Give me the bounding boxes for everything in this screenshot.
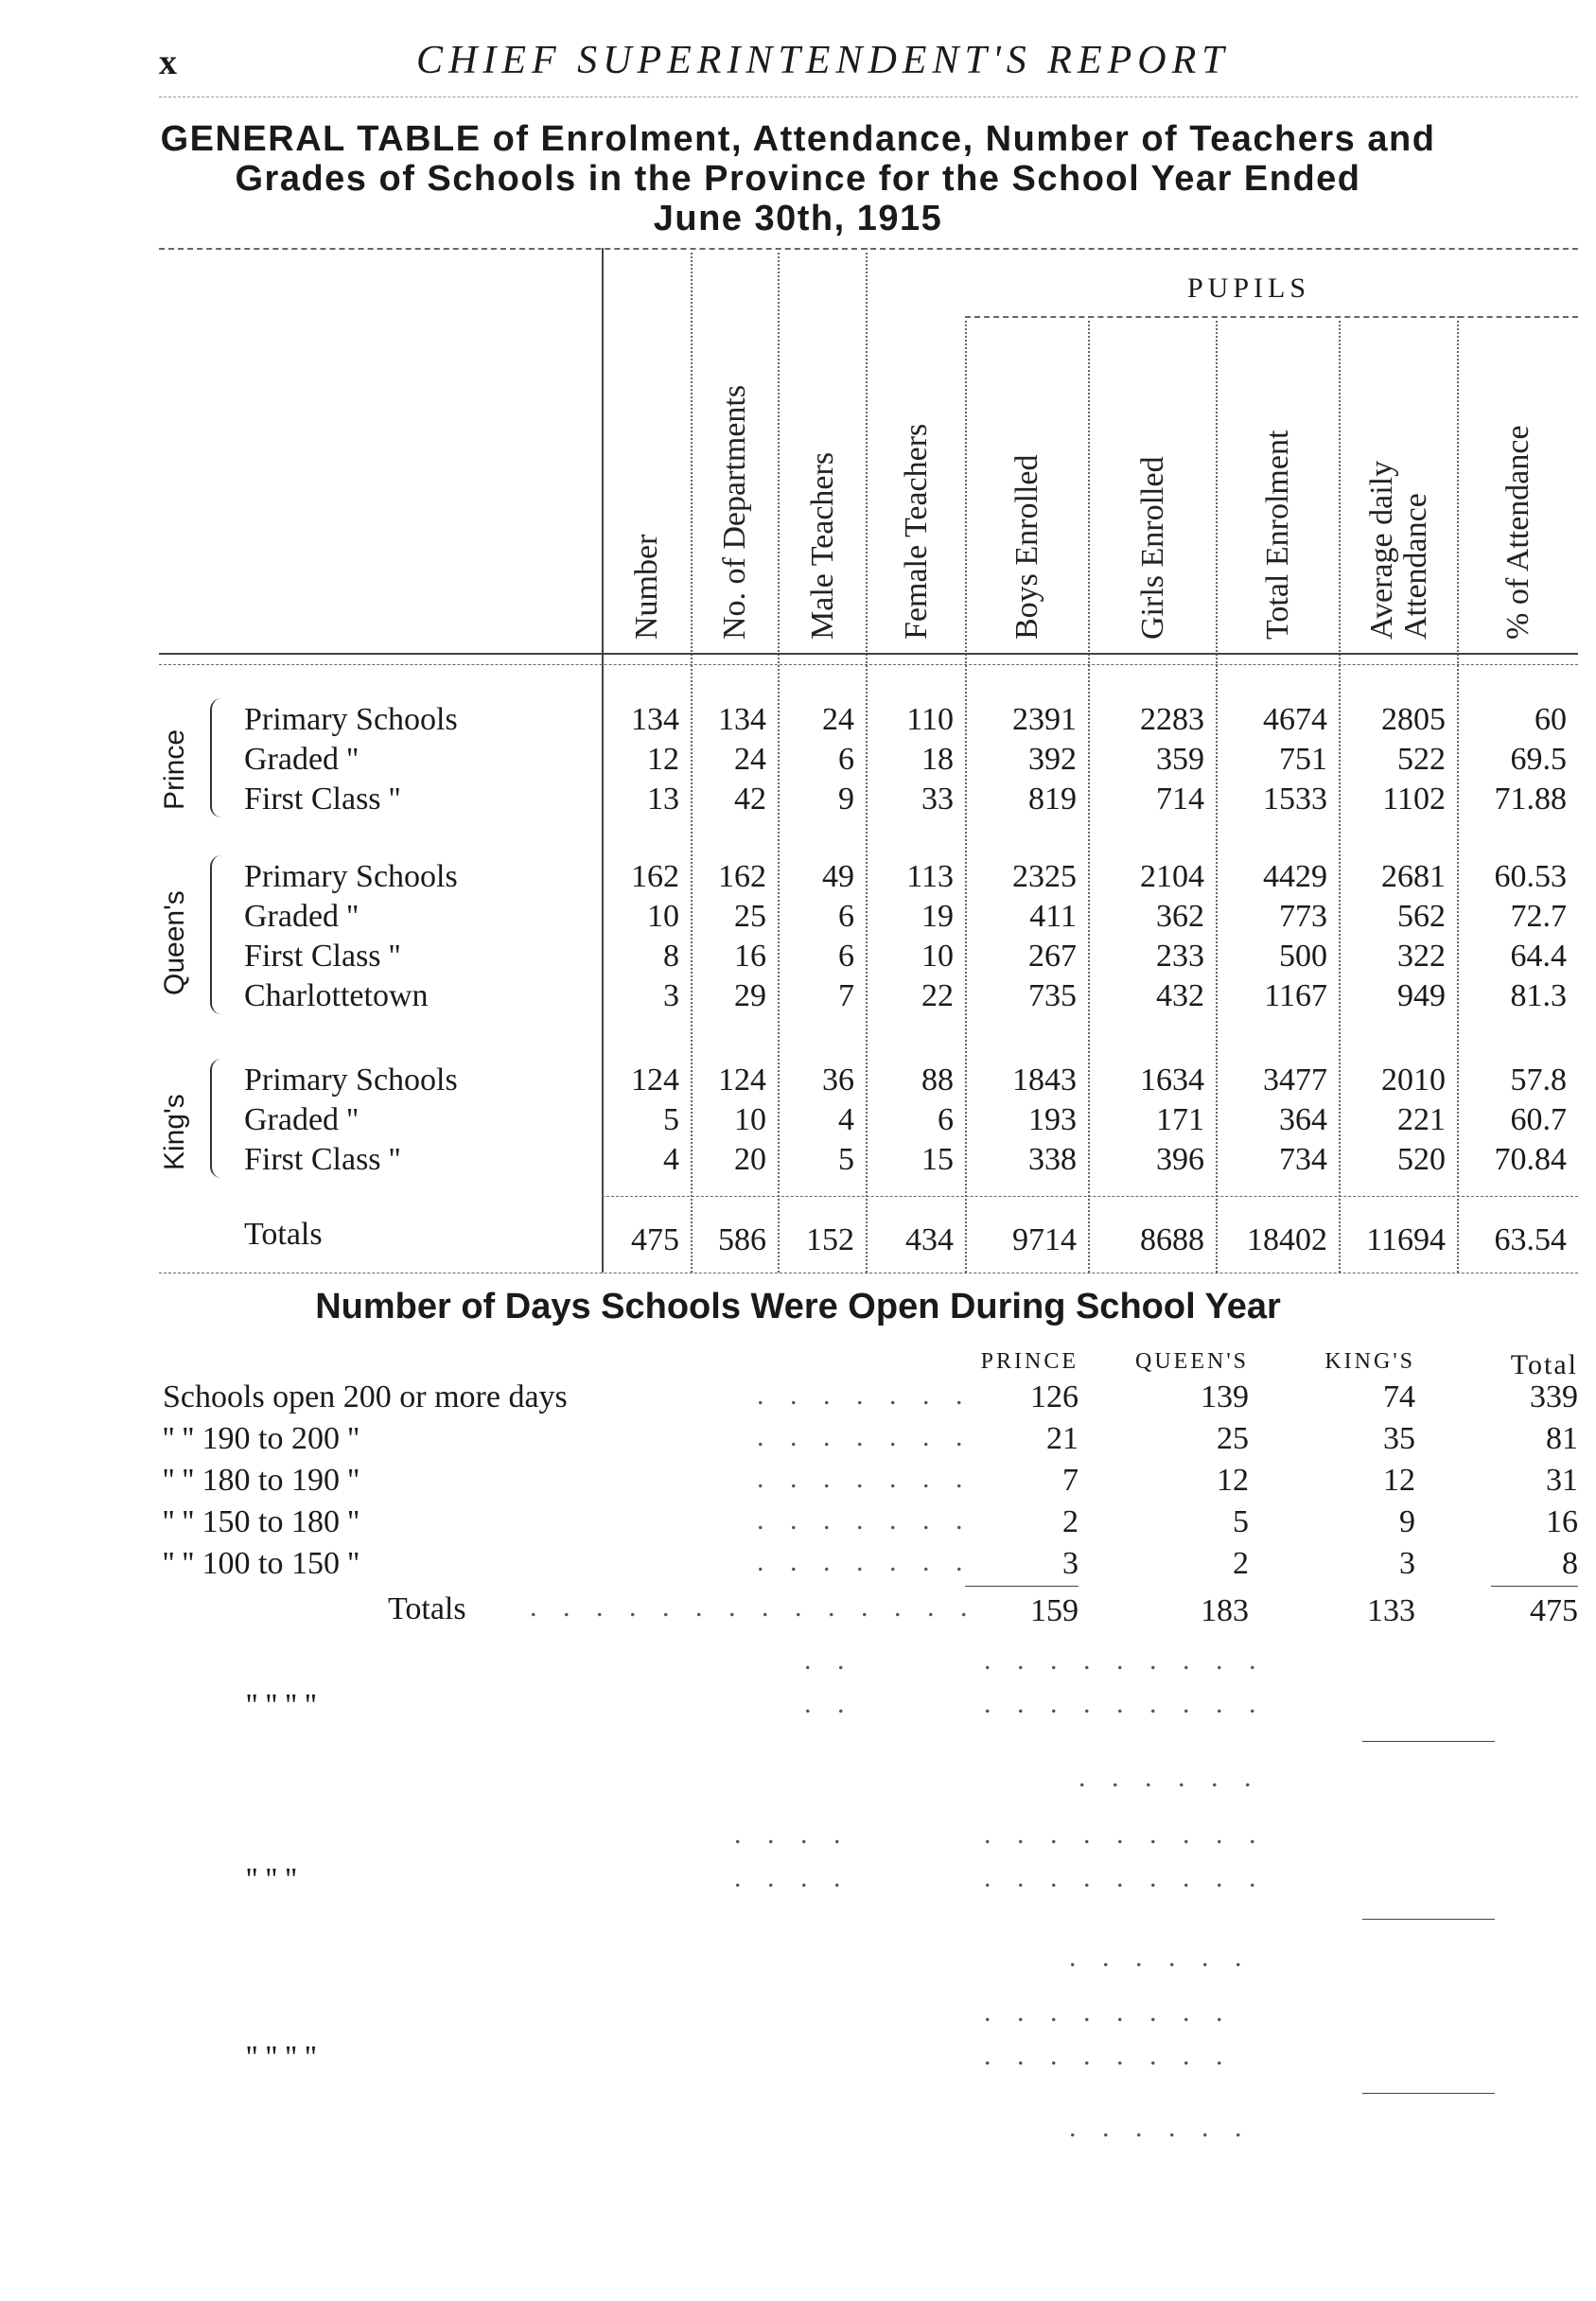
totals-rule [602,1196,1578,1197]
table-cell: 29 [734,978,766,1013]
days-cell: 8 [1562,1546,1578,1581]
table-cell: 3 [663,978,679,1013]
leader-dots: . . . . . . . [757,1504,973,1536]
days-cell: 126 [1030,1379,1079,1414]
leader-dots: . . . . . . . . . [984,1644,1266,1676]
days-cell: 12 [1383,1463,1415,1498]
days-cell: 339 [1530,1379,1578,1414]
table-cell: 392 [1028,742,1077,777]
ditto-marks: '' '' '' '' [246,1688,317,1723]
days-cell: 35 [1383,1421,1415,1456]
group-label-0: Prince [159,729,190,810]
row-label: Charlottetown [244,978,429,1013]
table-cell: 1102 [1382,782,1446,817]
days-cell: 9 [1399,1504,1415,1539]
days-cell: 74 [1383,1379,1415,1414]
page-numeral: x [159,43,177,82]
row-label: Graded '' [244,1102,359,1137]
table-cell: 36 [822,1063,854,1098]
table-cell: 13 [647,782,679,817]
days-cell: 7 [1062,1463,1079,1498]
days-totals-rule [1491,1586,1578,1587]
column-header: % of Attendance [1500,425,1535,640]
days-cell: 5 [1233,1504,1249,1539]
days-cell: 81 [1546,1421,1578,1456]
row-label: Graded '' [244,899,359,934]
days-column-header: KING'S [1324,1349,1415,1374]
table-cell: 162 [718,859,766,894]
table-cell: 162 [631,859,679,894]
table-title-line-3: June 30th, 1915 [653,199,943,238]
pupils-group-header: PUPILS [1187,272,1311,304]
table-cell: 2325 [1012,859,1077,894]
table-cell: 267 [1028,939,1077,974]
table-cell: 9 [838,782,854,817]
table-cell: 4 [663,1142,679,1177]
table-cell: 500 [1279,939,1327,974]
table-cell: 70.84 [1494,1142,1567,1177]
table-cell: 2283 [1140,702,1204,737]
row-label: Primary Schools [244,859,458,894]
table-cell: 819 [1028,782,1077,817]
column-header: Boys Enrolled [1009,454,1044,640]
table-cell: 2681 [1381,859,1446,894]
table-cell: 6 [938,1102,954,1137]
column-header: No. of Departments [717,384,752,640]
row-label: Primary Schools [244,702,458,737]
leader-dots: . . . . . . . . . [984,1818,1266,1850]
table-cell: 1843 [1012,1063,1077,1098]
row-label: Graded '' [244,742,359,777]
group-label-2: King's [159,1094,190,1170]
column-header: Average daily [1363,460,1399,640]
ditto-marks: '' '' '' [246,1862,297,1897]
leader-dots: . . . . . . [1079,1762,1261,1793]
table-cell: 88 [921,1063,954,1098]
days-totals-rule [965,1586,1079,1587]
days-cell: 12 [1217,1463,1249,1498]
totals-cell: 9714 [1012,1222,1077,1257]
column-header: Girls Enrolled [1134,456,1170,640]
table-cell: 562 [1397,899,1446,934]
table-cell: 773 [1279,899,1327,934]
column-separator [1088,316,1090,1273]
row-label: First Class '' [244,939,401,974]
header-top-rule [159,248,1578,250]
leader-dots: . . . . . . . . [984,2040,1233,2071]
days-row-label: '' '' 190 to 200 '' [163,1421,360,1456]
column-header: Male Teachers [804,451,840,640]
days-table-title: Number of Days Schools Were Open During School Year [315,1287,1281,1326]
table-cell: 134 [631,702,679,737]
table-cell: 8 [663,939,679,974]
totals-cell: 18402 [1247,1222,1327,1257]
table-cell: 60.7 [1510,1102,1567,1137]
days-cell: 2 [1062,1504,1079,1539]
leader-dots: . . . . [734,1862,851,1893]
totals-label: Totals [244,1217,323,1252]
table-cell: 24 [734,742,766,777]
table-cell: 364 [1279,1102,1327,1137]
totals-cell: 11694 [1366,1222,1446,1257]
table-cell: 734 [1279,1142,1327,1177]
table-cell: 5 [663,1102,679,1137]
leader-dots: . . . . . . . [757,1546,973,1577]
table-cell: 522 [1397,742,1446,777]
table-cell: 221 [1397,1102,1446,1137]
table-cell: 949 [1397,978,1446,1013]
table-cell: 233 [1156,939,1204,974]
table-cell: 520 [1397,1142,1446,1177]
table-cell: 338 [1028,1142,1077,1177]
days-totals-cell: 159 [1030,1593,1079,1628]
column-header: Total Enrolment [1260,430,1295,640]
table-cell: 432 [1156,978,1204,1013]
table-cell: 18 [921,742,954,777]
days-cell: 25 [1217,1421,1249,1456]
leader-dots: . . [804,1644,854,1676]
leader-dots: . . . . . . . . . . . . . . [530,1591,977,1623]
table-cell: 322 [1397,939,1446,974]
days-totals-label: Totals [388,1591,466,1626]
table-cell: 134 [718,702,766,737]
row-label: First Class '' [244,782,401,817]
table-cell: 6 [838,899,854,934]
table-cell: 4674 [1263,702,1327,737]
column-header: Female Teachers [898,423,934,640]
table-cell: 20 [734,1142,766,1177]
table-cell: 57.8 [1510,1063,1567,1098]
days-totals-cell: 183 [1201,1593,1249,1628]
leader-dots: . . . . . . . [757,1463,973,1494]
days-cell: 3 [1399,1546,1415,1581]
table-cell: 124 [718,1063,766,1098]
days-cell: 3 [1062,1546,1079,1581]
table-cell: 124 [631,1063,679,1098]
totals-cell: 152 [806,1222,854,1257]
table-cell: 359 [1156,742,1204,777]
table-title-line-1: GENERAL TABLE of Enrolment, Attendance, Number of Teachers and [160,119,1436,159]
table-cell: 60.53 [1494,859,1567,894]
table-cell: 25 [734,899,766,934]
table-cell: 6 [838,939,854,974]
days-totals-cell: 133 [1367,1593,1415,1628]
table-cell: 10 [921,939,954,974]
table-cell: 10 [734,1102,766,1137]
group-brace [210,1059,225,1178]
table-cell: 42 [734,782,766,817]
table-cell: 15 [921,1142,954,1177]
totals-cell: 475 [631,1222,679,1257]
column-header: Number [629,534,664,640]
table-cell: 5 [838,1142,854,1177]
table-cell: 6 [838,742,854,777]
table-cell: 113 [906,859,954,894]
days-row-label: Schools open 200 or more days [163,1379,568,1414]
table-title-line-2: Grades of Schools in the Province for the School Year Ended [235,159,1361,199]
table-cell: 171 [1156,1102,1204,1137]
table-cell: 4429 [1263,859,1327,894]
totals-cell: 8688 [1140,1222,1204,1257]
table-cell: 2805 [1381,702,1446,737]
leader-dots: . . . . . . . . . [984,1688,1266,1719]
table-cell: 81.3 [1510,978,1567,1013]
table-cell: 193 [1028,1102,1077,1137]
days-cell: 2 [1233,1546,1249,1581]
table-cell: 396 [1156,1142,1204,1177]
increase-rule [1362,2093,1495,2094]
table-cell: 10 [647,899,679,934]
leader-dots: . . . . . . . [757,1421,973,1452]
table-cell: 71.88 [1494,782,1567,817]
totals-cell: 434 [905,1222,954,1257]
group-brace [210,698,225,817]
leader-dots: . . . . . . . . . [984,1862,1266,1893]
ditto-marks: '' '' '' '' [246,2040,317,2075]
table-cell: 60 [1535,702,1567,737]
table-cell: 12 [647,742,679,777]
increase-rule [1362,1919,1495,1920]
table-cell: 1533 [1263,782,1327,817]
table-cell: 22 [921,978,954,1013]
table-cell: 7 [838,978,854,1013]
group-brace [210,855,225,1014]
table-cell: 3477 [1263,1063,1327,1098]
pupils-group-rule [965,316,1578,318]
header-bottom-rule [159,653,1578,655]
leader-dots: . . . . . . [1069,2112,1252,2143]
table-cell: 19 [921,899,954,934]
days-cell: 21 [1046,1421,1079,1456]
table-cell: 1634 [1140,1063,1204,1098]
running-head: CHIEF SUPERINTENDENT'S REPORT [416,39,1230,82]
table-cell: 751 [1279,742,1327,777]
increase-rule [1362,1741,1495,1742]
table-cell: 1167 [1264,978,1327,1013]
row-label: First Class '' [244,1142,401,1177]
header-bottom-dash [159,664,1578,665]
days-cell: 139 [1201,1379,1249,1414]
table-cell: 2010 [1381,1063,1446,1098]
days-row-label: '' '' 100 to 150 '' [163,1546,360,1581]
leader-dots: . . . . . . [1069,1941,1252,1973]
table-cell: 49 [822,859,854,894]
table-cell: 72.7 [1510,899,1567,934]
group-label-1: Queen's [159,889,190,995]
leader-dots: . . . . . . . [757,1379,973,1411]
table-cell: 362 [1156,899,1204,934]
table-cell: 110 [906,702,954,737]
leader-dots: . . . . [734,1818,851,1850]
days-row-label: '' '' 150 to 180 '' [163,1504,360,1539]
table-cell: 714 [1156,782,1204,817]
table-cell: 64.4 [1510,939,1567,974]
table-cell: 4 [838,1102,854,1137]
days-totals-cell: 475 [1530,1593,1578,1628]
days-column-header: Total [1510,1349,1578,1380]
days-column-header: PRINCE [980,1349,1079,1374]
leader-dots: . . . . . . . . [984,1996,1233,2028]
totals-cell: 63.54 [1494,1222,1567,1257]
days-cell: 16 [1546,1504,1578,1539]
row-label: Primary Schools [244,1063,458,1098]
table-cell: 33 [921,782,954,817]
table-cell: 69.5 [1510,742,1567,777]
table-cell: 2391 [1012,702,1077,737]
table-cell: 735 [1028,978,1077,1013]
days-cell: 31 [1546,1463,1578,1498]
leader-dots: . . [804,1688,854,1719]
table-cell: 16 [734,939,766,974]
totals-cell: 586 [718,1222,766,1257]
column-header: Attendance [1397,493,1433,640]
table-cell: 411 [1029,899,1077,934]
days-row-label: '' '' 180 to 190 '' [163,1463,360,1498]
days-column-header: QUEEN'S [1135,1349,1249,1374]
table-cell: 2104 [1140,859,1204,894]
table-cell: 24 [822,702,854,737]
